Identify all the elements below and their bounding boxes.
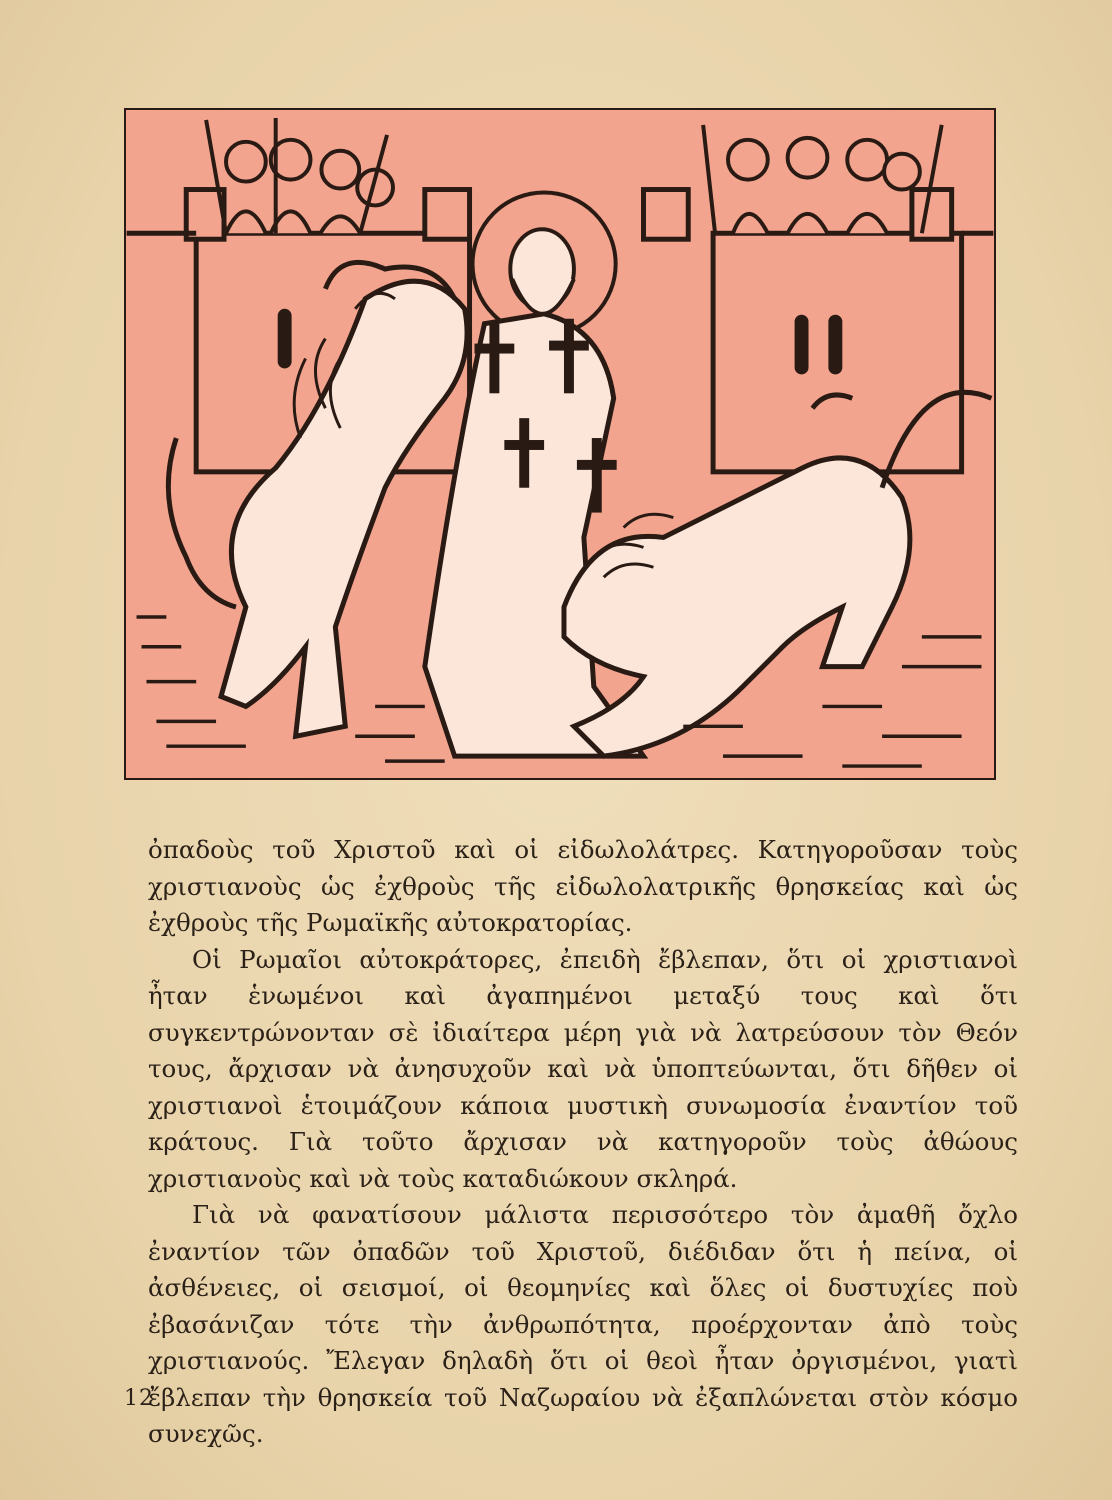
paragraph-2: Οἱ Ρωμαῖοι αὐτοκράτορες, ἐπειδὴ ἔβλεπαν, ὅτι οἱ χριστιανοὶ ἦταν ἑνωμένοι καὶ ἀγαπημένοι μεταξύ τους καὶ ὅτι συγκεντρώνονταν σὲ ἰδιαίτερα μέρη γιὰ νὰ λατρεύσουν τὸν Θεόν τους, ἄρχισαν νὰ ἀνησυχοῦν καὶ νὰ ὑποπτεύωνται, ὅτι δῆθεν οἱ χριστιανοὶ ἑτοιμάζουν κάποια μυστικὴ συνωμοσία ἐναντίον τοῦ κράτους. Γιὰ τοῦτο ἄρχισαν νὰ κατηγοροῦν τοὺς ἀθώους χριστιανοὺς καὶ νὰ τοὺς καταδιώκουν σκληρά.: [148, 944, 1018, 1193]
paragraph-1: ὀπαδοὺς τοῦ Χριστοῦ καὶ οἱ εἰδωλολάτρες. Κατηγοροῦσαν τοὺς χριστιανοὺς ὡς ἐχθροὺς τῆς εἰδωλολατρικῆς θρησκείας καὶ ὡς ἐχθροὺς τῆς Ρωμαϊκῆς αὐτοκρατορίας.: [148, 835, 1018, 937]
illustration-frame: [124, 108, 996, 780]
paragraph-3: Γιὰ νὰ φανατίσουν μάλιστα περισσότερο τὸν ἀμαθῆ ὄχλο ἐναντίον τῶν ὀπαδῶν τοῦ Χριστοῦ, διέδιδαν ὅτι ἡ πείνα, οἱ ἀσθένειες, οἱ σεισμοί, οἱ θεομηνίες καὶ ὅλες οἱ δυστυχίες ποὺ ἐβασάνιζαν τότε τὴν ἀνθρωπότητα, προέρχονταν ἀπὸ τοὺς χριστιανούς. Ἔλεγαν δηλαδὴ ὅτι οἱ θεοὶ ἦταν ὀργισμένοι, γιατὶ ἔβλεπαν τὴν θρησκεία τοῦ Ναζωραίου νὰ ἐξαπλώνεται στὸν κόσμο συνεχῶς.: [148, 1200, 1018, 1448]
page-number: 12: [124, 1386, 154, 1411]
body-text: [148, 832, 1018, 1453]
lion-martyr-illustration-icon: [126, 110, 994, 778]
